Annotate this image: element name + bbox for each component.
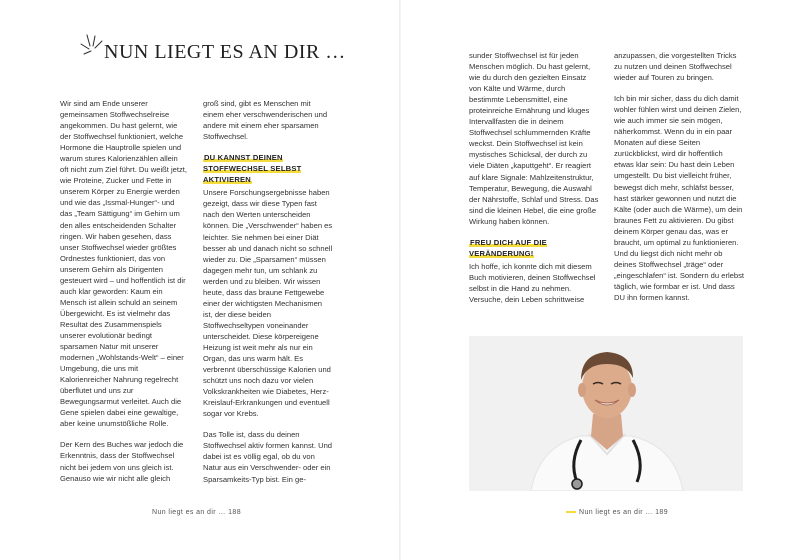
page-footer-left [152, 509, 241, 516]
left-column-2 [203, 98, 333, 485]
folio-marker [566, 511, 576, 513]
body-paragraph: Ich hoffe, ich konnte dich mit diesem Buch motivieren, deinen Stoffwechsel selbst in die Hand zu nehmen. Versuche, dein Leben schrittweise [469, 261, 596, 304]
body-paragraph: sunder Stoffwechsel ist für jeden Menschen möglich. Du hast gelernt, wie du durch den gezielten Einsatz von Kälte und Wärme, durch bestimmte Lebensmittel, eine proteinreiche Ernährung und kluges Intervallfasten die in deinem Stoffwechsel schlummernden Kräfte weckst. Dein Stoffwechsel ist kein mystisches Schicksal, der durch zu viele Diäten „kaputtgeht“. Er reagiert auf klare Signale: Mahlzeitenstruktur, Temperatur, Bewegung, die Auswahl der Nährstoffe, Schlaf und Stress. Das sind die kleinen Hebel, die eine große Wirkung haben können. [469, 51, 599, 226]
page-gutter [399, 0, 401, 560]
author-photo [469, 336, 743, 491]
body-paragraph: Das Tolle ist, dass du deinen Stoffwechsel aktiv formen kannst. Und dabei ist es völlig egal, ob du von Natur aus ein Verschwender- oder ein Sparsamkeits-Typ bist. Ein ge- [203, 430, 333, 484]
body-paragraph: Ich bin mir sicher, dass du dich damit wohler fühlen wirst und deinen Zielen, wie auch immer sie sein mögen, näherkommst. Wenn du in ein paar Monaten auf diese Seiten zurückblickst, wird dir hoffentlich etwas klar sein: Du hast dein Leben umgestellt. Du bist vielleicht früher, bewegst dich mehr, schläfst besser, hast stärker gewonnen und nutzt die Kälte (oder auch die Wärme), um dein braunes Fett zu aktivieren. Du gibst deinem Körper genau das, was er braucht, um optimal zu funktionieren. Und du liegst dich nicht mehr ob deines Stoffwechsel „träge“ oder „eingeschlafen“ ist. Sondern du erlebst täglich, wie formbar er ist. Und dass DU ihn formen kannst. [614, 94, 745, 302]
subheading-activate [203, 152, 333, 185]
right-column-1 [469, 50, 599, 305]
subheading-text: DU KANNST DEINEN STOFFWECHSEL SELBST AKTIVIEREN [203, 153, 302, 185]
portrait-illustration [469, 336, 743, 491]
body-paragraph: Unsere Forschungsergebnisse haben gezeigt, dass wir diese Typen fast nach den Werten unterscheiden können. Die „Verschwender“ haben es leichter. Sie nehmen bei einer Diät besser ab und danach nicht so schnell wieder zu. Die „Sparsamen“ müssen dagegen mehr tun, um schlank zu werden und zu bleiben. Wir wissen heute, dass das braune Fettgewebe einer der wichtigsten Mechanismen ist, der diese beiden Stoffwechseltypen voneinander unterscheidet. Diese körpereigene Heizung ist weit mehr als nur ein Organ, das uns warm hält. Es verbrennt überschüssige Kalorien und schützt uns noch dazu vor vielen Volkskrankheiten wie Diabetes, Herz-Kreislauf-Erkrankungen und eventuell sogar vor Krebs. [203, 188, 333, 419]
subheading-text: FREU DICH AUF DIE VERÄNDERUNG! [469, 237, 547, 258]
page-footer-right [566, 509, 668, 516]
body-paragraph: anzupassen, die vorgestellten Tricks zu nutzen und deinen Stoffwechsel wieder auf Touren zu bringen. [614, 51, 737, 83]
folio-text: Nun liegt es an dir … 189 [579, 509, 668, 516]
body-paragraph: groß sind, gibt es Menschen mit einem eher verschwenderischen und andere mit einem eher sparsamen Stoffwechsel. [203, 99, 328, 142]
body-paragraph: Der Kern des Buches war jedoch die Erkenntnis, dass der Stoffwechsel nicht bei jedem von uns gleich ist. Genauso wie wir nicht alle gleich [60, 440, 184, 483]
folio-text: Nun liegt es an dir … 188 [152, 509, 241, 516]
right-column-2 [614, 50, 744, 303]
subheading-change [469, 237, 599, 259]
sunburst-icon [78, 32, 104, 60]
body-paragraph: Wir sind am Ende unserer gemeinsamen Stoffwechselreise angekommen. Du hast gelernt, wie der Stoffwechsel funktioniert, welche Hormone die Hauptrolle spielen und warum stures Kalorienzählen allein oft nicht zum Ziel führt. Du weißt jetzt, wie Proteine, Zucker und Fette in unserem Körper zu Energie werden und wie das „Issmal-Hunger“- und das „Team Sättigung“ im Gehirn um den alles entscheidenden Schalter ringen. Wir haben gesehen, dass unser Stoffwechsel wieder größtes Ordnestes funktioniert, das von unserem Gehirn als Dirigenten gesteuert wird – und hoffentlich ist dir auch klar geworden: Kaum ein Mensch ist allein schuld an seinem Übergewicht. Es ist vielmehr das Resultat des Zusammenspiels unserer evolutionär bedingt sparsamen Natur mit unserer modernen „Wohlstands-Welt“ – einer Umgebung, die uns mit Kalorienreicher Nahrung regelrecht überflutet und uns zur Bewegungsarmut verleitet. Auch die Gene spielen dabei eine gewaltige, aber keine unumstößliche Rolle. [60, 99, 188, 429]
left-column-1 [60, 98, 188, 484]
chapter-heading: NUN LIEGT ES AN DIR … [104, 41, 346, 63]
